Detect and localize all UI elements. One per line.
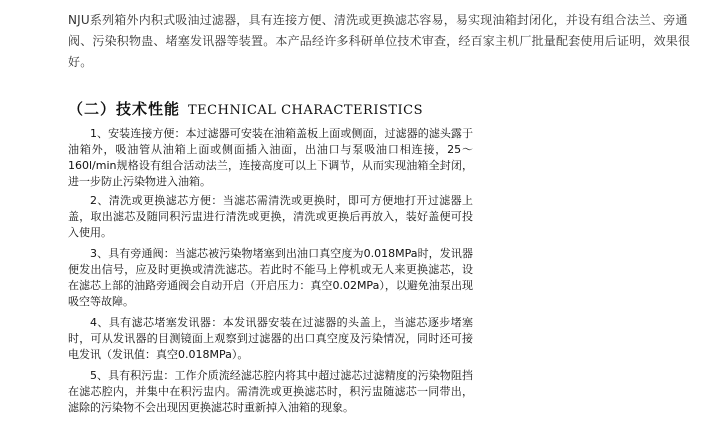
characteristic-item: 4、具有滤芯堵塞发讯器：本发讯器安装在过滤器的头盖上，当滤芯逐步堵塞时，可从发讯器的目测镜面上观察到过滤器的出口真空度及污染情况，同时还可接电发讯（发讯值：真空0.018MPa）。	[68, 316, 473, 361]
characteristic-item: 2、清洗或更换滤芯方便：当滤芯需清洗或更换时，即可方便地打开过滤器上盖，取出滤芯及随同积污盅进行清洗或更换，清洗或更换后再放入，装好盖便可投入使用。	[68, 194, 473, 239]
technical-characteristics-section	[68, 98, 473, 416]
intro-paragraph: NJU系列箱外内积式吸油过滤器，具有连接方便、清洗或更换滤芯容易，易实现油箱封闭化，并设有组合法兰、旁通阀、污染积物蛊、堵塞发讯器等装置。本产品经许多科研单位技术审查，经百家主机厂批量配套使用后证明，效果很好。	[68, 13, 691, 69]
section-title-cn: （二）技术性能	[68, 100, 181, 118]
characteristic-item: 1、安装连接方便：本过滤器可安装在油箱盖板上面或侧面，过滤器的滤头露于油箱外，吸油管从油箱上面或侧面插入油面，出油口与泵吸油口相连接，25～160l/min规格设有组合活动法兰，连接高度可以上下调节，从而实现油箱全封闭，进一步防止污染物进入油箱。	[68, 127, 473, 188]
section-heading	[68, 98, 473, 122]
characteristic-item: 3、具有旁通阀：当滤芯被污染物堵塞到出油口真空度为0.018MPa时，发讯器便发出信号，应及时更换或清洗滤芯。若此时不能马上停机或无人来更换滤芯，设在滤芯上部的油路旁通阀会自动开启（开启压力：真空0.02MPa），以避免油泵出现吸空等故障。	[68, 247, 473, 308]
characteristic-item: 5、具有积污盅：工作介质流经滤芯腔内将其中超过滤芯过滤精度的污染物阻挡在滤芯腔内，并集中在积污盅内。需清洗或更换滤芯时，积污盅随滤芯一同带出，滤除的污染物不会出现因更换滤芯时重新掉入油箱的现象。	[68, 369, 473, 414]
section-title-en: TECHNICAL CHARACTERISTICS	[188, 103, 424, 118]
